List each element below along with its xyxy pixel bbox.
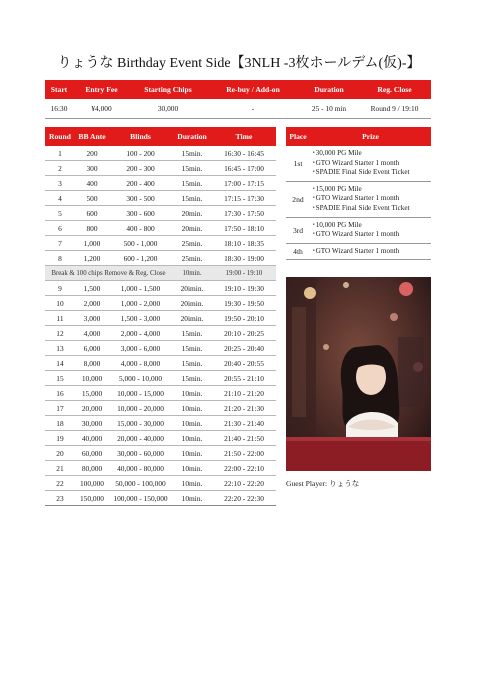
event-entry-fee: ¥4,000: [73, 99, 130, 119]
blinds-cell-time: 20:10 - 20:25: [212, 326, 276, 341]
prize-header-prize: Prize: [310, 127, 431, 146]
guest-player-photo: [286, 277, 431, 471]
blinds-cell-bb-ante: 800: [75, 221, 109, 236]
blinds-cell-bb-ante: 15,000: [75, 386, 109, 401]
prize-item: ･15,000 PG Mile: [312, 184, 362, 193]
blinds-cell-blinds: 200 - 300: [109, 161, 172, 176]
blinds-cell-time: 20:55 - 21:10: [212, 371, 276, 386]
prize-row: [286, 217, 431, 243]
blinds-cell-bb-ante: 2,000: [75, 296, 109, 311]
blinds-cell-time: 21:10 - 21:20: [212, 386, 276, 401]
blinds-cell-duration: 20imin.: [172, 296, 212, 311]
blinds-cell-bb-ante: 1,200: [75, 251, 109, 266]
blinds-row: [45, 416, 276, 431]
prize-item: ･10,000 PG Mile: [312, 220, 362, 229]
blind-structure-table: [45, 127, 276, 506]
blinds-cell-time: 21:50 - 22:00: [212, 446, 276, 461]
blinds-row: [45, 401, 276, 416]
blinds-cell-duration: 10min.: [172, 476, 212, 491]
blinds-cell-blinds: 600 - 1,200: [109, 251, 172, 266]
blinds-cell-bb-ante: 1,000: [75, 236, 109, 251]
blinds-cell-blinds: 400 - 800: [109, 221, 172, 236]
blinds-cell-time: 16:30 - 16:45: [212, 146, 276, 161]
blinds-row: [45, 476, 276, 491]
blinds-cell-round: 11: [45, 311, 75, 326]
prize-row: [286, 181, 431, 217]
blinds-header-duration: Duration: [172, 127, 212, 146]
blinds-cell-blinds: 300 - 600: [109, 206, 172, 221]
blinds-cell-blinds: 15,000 - 30,000: [109, 416, 172, 431]
blinds-cell-time: 17:00 - 17:15: [212, 176, 276, 191]
blinds-row: [45, 146, 276, 161]
blinds-cell-duration: 10min.: [172, 446, 212, 461]
blinds-cell-round: 23: [45, 491, 75, 506]
break-row: [45, 266, 276, 281]
event-header-entry-fee: Entry Fee: [73, 80, 130, 99]
prize-item: ･SPADIE Final Side Event Ticket: [312, 168, 410, 177]
blinds-cell-time: 18:30 - 19:00: [212, 251, 276, 266]
blinds-row: [45, 296, 276, 311]
blinds-cell-time: 19:10 - 19:30: [212, 281, 276, 296]
blinds-cell-duration: 10min.: [172, 416, 212, 431]
blinds-row: [45, 461, 276, 476]
blinds-cell-bb-ante: 100,000: [75, 476, 109, 491]
break-label: Break & 100 chips Remove & Reg. Close: [45, 266, 172, 281]
blinds-cell-round: 13: [45, 341, 75, 356]
blinds-row: [45, 251, 276, 266]
page-title: りょうな Birthday Event Side【3NLH -3枚ホールデム(仮)-】: [57, 56, 421, 71]
blinds-cell-blinds: 30,000 - 60,000: [109, 446, 172, 461]
blinds-cell-duration: 15min.: [172, 356, 212, 371]
blinds-row: [45, 341, 276, 356]
blinds-cell-bb-ante: 200: [75, 146, 109, 161]
prize-item: ･SPADIE Final Side Event Ticket: [312, 203, 410, 212]
blinds-row: [45, 221, 276, 236]
blinds-cell-blinds: 1,000 - 1,500: [109, 281, 172, 296]
blinds-cell-duration: 25min.: [172, 236, 212, 251]
blinds-cell-time: 16:45 - 17:00: [212, 161, 276, 176]
prize-place: 3rd: [286, 217, 310, 243]
blinds-row: [45, 161, 276, 176]
blinds-cell-blinds: 5,000 - 10,000: [109, 371, 172, 386]
blinds-cell-time: 22:10 - 22:20: [212, 476, 276, 491]
blinds-cell-bb-ante: 40,000: [75, 431, 109, 446]
prize-item: ･GTO Wizard Starter 1 month: [312, 246, 400, 255]
blinds-cell-round: 21: [45, 461, 75, 476]
blinds-cell-blinds: 3,000 - 6,000: [109, 341, 172, 356]
blinds-cell-blinds: 500 - 1,000: [109, 236, 172, 251]
prize-row: [286, 146, 431, 181]
blinds-cell-time: 20:25 - 20:40: [212, 341, 276, 356]
blinds-cell-bb-ante: 30,000: [75, 416, 109, 431]
blinds-cell-blinds: 200 - 400: [109, 176, 172, 191]
blinds-cell-bb-ante: 8,000: [75, 356, 109, 371]
blinds-cell-bb-ante: 80,000: [75, 461, 109, 476]
prize-items: [310, 217, 431, 243]
blinds-cell-duration: 15min.: [172, 371, 212, 386]
blinds-cell-round: 22: [45, 476, 75, 491]
blinds-cell-round: 12: [45, 326, 75, 341]
blinds-cell-bb-ante: 20,000: [75, 401, 109, 416]
event-header-starting-chips: Starting Chips: [130, 80, 206, 99]
blinds-cell-round: 19: [45, 431, 75, 446]
blinds-cell-bb-ante: 150,000: [75, 491, 109, 506]
blinds-cell-round: 14: [45, 356, 75, 371]
prize-header-place: Place: [286, 127, 310, 146]
blinds-row: [45, 191, 276, 206]
event-header-reg-close: Reg. Close: [358, 80, 431, 99]
prize-place: 2nd: [286, 181, 310, 217]
blinds-cell-duration: 15min.: [172, 161, 212, 176]
blinds-cell-duration: 10min.: [172, 431, 212, 446]
blinds-cell-bb-ante: 3,000: [75, 311, 109, 326]
blinds-cell-round: 15: [45, 371, 75, 386]
event-info-table: [45, 80, 431, 119]
blinds-cell-round: 4: [45, 191, 75, 206]
blinds-cell-duration: 20min.: [172, 221, 212, 236]
blinds-cell-time: 17:30 - 17:50: [212, 206, 276, 221]
blinds-cell-blinds: 40,000 - 80,000: [109, 461, 172, 476]
event-starting-chips: 30,000: [130, 99, 206, 119]
blinds-cell-bb-ante: 60,000: [75, 446, 109, 461]
blinds-row: [45, 386, 276, 401]
prize-table: [286, 127, 431, 260]
blinds-cell-duration: 10min.: [172, 491, 212, 506]
blinds-cell-blinds: 300 - 500: [109, 191, 172, 206]
blinds-cell-blinds: 50,000 - 100,000: [109, 476, 172, 491]
blinds-header-round: Round: [45, 127, 75, 146]
blinds-cell-blinds: 2,000 - 4,000: [109, 326, 172, 341]
blinds-cell-duration: 25min.: [172, 251, 212, 266]
break-duration: 10min.: [172, 266, 212, 281]
blinds-cell-round: 9: [45, 281, 75, 296]
blinds-row: [45, 281, 276, 296]
blinds-cell-bb-ante: 600: [75, 206, 109, 221]
blinds-row: [45, 491, 276, 506]
blinds-row: [45, 371, 276, 386]
blinds-cell-blinds: 20,000 - 40,000: [109, 431, 172, 446]
prize-items: [310, 146, 431, 181]
blinds-cell-time: 20:40 - 20:55: [212, 356, 276, 371]
blinds-header-bb-ante: BB Ante: [75, 127, 109, 146]
prize-place: 1st: [286, 146, 310, 181]
blinds-cell-bb-ante: 6,000: [75, 341, 109, 356]
blinds-cell-duration: 15min.: [172, 146, 212, 161]
prize-row: [286, 243, 431, 260]
blinds-cell-round: 10: [45, 296, 75, 311]
blinds-cell-bb-ante: 10,000: [75, 371, 109, 386]
prize-item: ･GTO Wizard Starter 1 month: [312, 158, 400, 167]
blinds-cell-round: 18: [45, 416, 75, 431]
blinds-cell-round: 8: [45, 251, 75, 266]
guest-player-caption: Guest Player: りょうな: [286, 479, 360, 488]
blinds-cell-time: 19:50 - 20:10: [212, 311, 276, 326]
blinds-header-blinds: Blinds: [109, 127, 172, 146]
blinds-row: [45, 431, 276, 446]
blinds-cell-round: 1: [45, 146, 75, 161]
blinds-cell-duration: 15min.: [172, 176, 212, 191]
prize-item: ･GTO Wizard Starter 1 month: [312, 194, 400, 203]
event-reg-close: Round 9 / 19:10: [358, 99, 431, 119]
blinds-cell-time: 17:15 - 17:30: [212, 191, 276, 206]
blinds-row: [45, 446, 276, 461]
blinds-cell-time: 19:30 - 19:50: [212, 296, 276, 311]
blinds-row: [45, 176, 276, 191]
blinds-cell-round: 3: [45, 176, 75, 191]
blinds-row: [45, 236, 276, 251]
blinds-cell-time: 21:30 - 21:40: [212, 416, 276, 431]
blinds-cell-duration: 10min.: [172, 461, 212, 476]
blinds-cell-bb-ante: 4,000: [75, 326, 109, 341]
blinds-cell-round: 7: [45, 236, 75, 251]
blinds-cell-time: 18:10 - 18:35: [212, 236, 276, 251]
blinds-cell-blinds: 10,000 - 15,000: [109, 386, 172, 401]
blinds-cell-time: 22:20 - 22:30: [212, 491, 276, 506]
event-header-duration: Duration: [300, 80, 358, 99]
blinds-cell-duration: 20imin.: [172, 281, 212, 296]
blinds-cell-duration: 20imin.: [172, 311, 212, 326]
blinds-cell-duration: 15min.: [172, 326, 212, 341]
blinds-cell-round: 2: [45, 161, 75, 176]
blinds-cell-bb-ante: 500: [75, 191, 109, 206]
blinds-row: [45, 206, 276, 221]
blinds-cell-duration: 15min.: [172, 341, 212, 356]
blinds-cell-round: 5: [45, 206, 75, 221]
event-start: 16:30: [45, 99, 73, 119]
blinds-cell-bb-ante: 300: [75, 161, 109, 176]
blinds-cell-round: 20: [45, 446, 75, 461]
blinds-cell-time: 17:50 - 18:10: [212, 221, 276, 236]
event-info-row: [45, 99, 431, 119]
event-header-rebuy: Re-buy / Add-on: [206, 80, 300, 99]
blinds-cell-duration: 20min.: [172, 206, 212, 221]
prize-items: [310, 243, 431, 260]
blinds-cell-round: 16: [45, 386, 75, 401]
blinds-cell-time: 21:40 - 21:50: [212, 431, 276, 446]
event-header-start: Start: [45, 80, 73, 99]
blinds-cell-duration: 15min.: [172, 191, 212, 206]
blinds-cell-blinds: 4,000 - 8,000: [109, 356, 172, 371]
blinds-cell-duration: 10min.: [172, 401, 212, 416]
blinds-cell-blinds: 1,000 - 2,000: [109, 296, 172, 311]
blinds-row: [45, 311, 276, 326]
break-time: 19:00 - 19:10: [212, 266, 276, 281]
blinds-cell-round: 6: [45, 221, 75, 236]
blinds-cell-round: 17: [45, 401, 75, 416]
blinds-cell-time: 22:00 - 22:10: [212, 461, 276, 476]
prize-items: [310, 181, 431, 217]
blinds-cell-time: 21:20 - 21:30: [212, 401, 276, 416]
event-rebuy: -: [206, 99, 300, 119]
blinds-cell-bb-ante: 1,500: [75, 281, 109, 296]
prize-item: ･30,000 PG Mile: [312, 149, 362, 157]
prize-place: 4th: [286, 243, 310, 260]
blinds-cell-duration: 10min.: [172, 386, 212, 401]
blinds-cell-blinds: 10,000 - 20,000: [109, 401, 172, 416]
prize-item: ･GTO Wizard Starter 1 month: [312, 230, 400, 239]
blinds-header-time: Time: [212, 127, 276, 146]
blinds-row: [45, 326, 276, 341]
blinds-cell-blinds: 100,000 - 150,000: [109, 491, 172, 506]
blinds-row: [45, 356, 276, 371]
blinds-cell-bb-ante: 400: [75, 176, 109, 191]
event-duration: 25 - 10 min: [300, 99, 358, 119]
blinds-cell-blinds: 100 - 200: [109, 146, 172, 161]
blinds-cell-blinds: 1,500 - 3,000: [109, 311, 172, 326]
